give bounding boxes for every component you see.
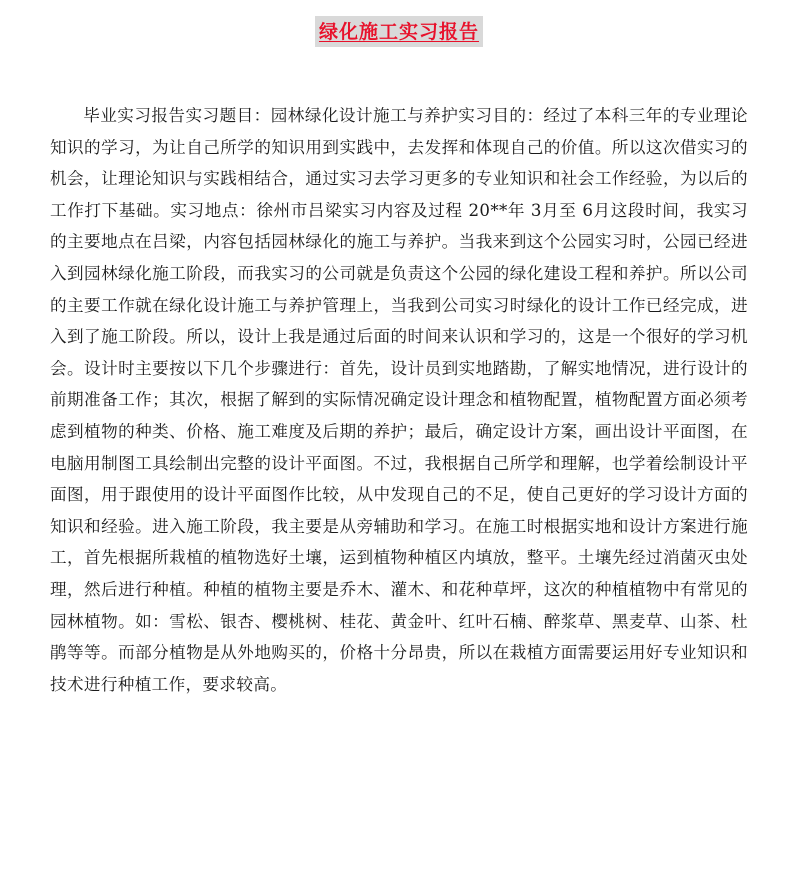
body-paragraph: 毕业实习报告实习题目：园林绿化设计施工与养护实习目的：经过了本科三年的专业理论知识的学习，为让自己所学的知识用到实践中，去发挥和体现自己的价值。所以这次借实习的机会，让理论知识与实践相结合，通过实习去学习更多的专业知识和社会工作经验，为以后的工作打下基础。实习地点：徐州市吕梁实习内容及过程 20**年 3月至 6月这段时间，我实习的主要地点在吕梁，内容包括园林绿化的施工与养护。当我来到这个公园实习时，公园已经进入到园林绿化施工阶段，而我实习的公司就是负责这个公园的绿化建设工程和养护。所以公司的主要工作就在绿化设计施工与养护管理上，当我到公司实习时绿化的设计工作已经完成，进入到了施工阶段。所以，设计上我是通过后面的时间来认识和学习的，这是一个很好的学习机会。设计时主要按以下几个步骤进行：首先，设计员到实地踏勘，了解实地情况，进行设计的前期准备工作；其次，根据了解到的实际情况确定设计理念和植物配置，植物配置方面必须考虑到植物的种类、价格、施工难度及后期的养护；最后，确定设计方案，画出设计平面图，在电脑用制图工具绘制出完整的设计平面图。不过，我根据自己所学和理解，也学着绘制设计平面图，用于跟使用的设计平面图作比较，从中发现自己的不足，使自己更好的学习设计方面的知识和经验。进入施工阶段，我主要是从旁辅助和学习。在施工时根据实地和设计方案进行施工，首先根据所栽植的植物选好土壤，运到植物种植区内填放，整平。土壤先经过消菌灭虫处理，然后进行种植。种植的植物主要是乔木、灌木、和花种草坪，这次的种植植物中有常见的园林植物。如：雪松、银杏、樱桃树、桂花、黄金叶、红叶石楠、醉浆草、黑麦草、山茶、杜鹃等等。而部分植物是从外地购买的，价格十分昂贵，所以在栽植方面需要运用好专业知识和技术进行种植工作，要求较高。 — [50, 106, 748, 694]
title-container — [50, 16, 748, 50]
document-title: 绿化施工实习报告 — [315, 16, 483, 47]
